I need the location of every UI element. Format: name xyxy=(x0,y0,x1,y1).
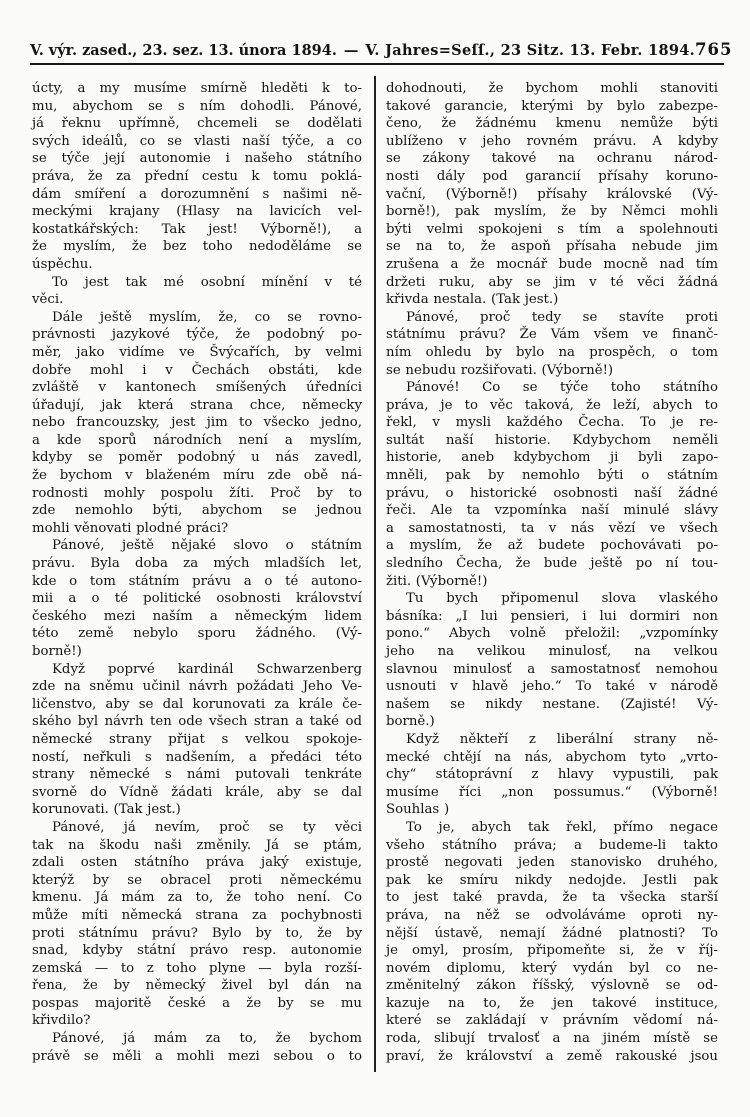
text-line: a kde sporů národních není a myslím, xyxy=(32,432,362,448)
text-line: býti velmi spokojeni s tím a spolehnouti xyxy=(386,221,718,237)
text-line: čeno, že žádnému kmenu nemůže býti xyxy=(386,116,718,132)
text-line: žiti. (Výborně!) xyxy=(386,573,488,589)
text-line: pak ke smíru nikdy nedojde. Jestli pak xyxy=(386,872,718,888)
text-line: korunovati. (Tak jest.) xyxy=(32,802,181,818)
text-line: Souhlas ) xyxy=(386,802,450,818)
text-line: dobře mohl i v Čechách obstáti, kde xyxy=(32,362,362,378)
column-divider-rule xyxy=(374,76,376,1072)
text-line: českého mezi naším a německým lidem xyxy=(32,608,362,624)
text-line: Když někteří z liberální strany ně- xyxy=(406,731,718,747)
text-line: chy“ státoprávní z hlavy vypustili, pak xyxy=(386,767,718,783)
text-line: roda, slibují trvalosť a na jiném místě se xyxy=(386,1031,718,1047)
text-line: úspěchu. xyxy=(32,256,93,272)
text-line: řekl, v mysli každého Čecha. To je re- xyxy=(386,415,718,431)
text-line: pono.“ Abych volně přeložil: „vzpomínky xyxy=(386,626,718,642)
text-line: Pánové, já nevím, proč se ty věci xyxy=(52,819,362,835)
text-line: se nebudu rozšiřovati. (Výborně!) xyxy=(386,362,614,378)
text-line: svorně do Vídně žádati krále, aby se dal xyxy=(32,784,362,800)
text-line: takové garancie, kterými by bylo zabezpe- xyxy=(386,98,718,114)
text-line: dohodnouti, že bychom mohli stanoviti xyxy=(386,81,718,96)
text-line: sledního Čecha, že bude ještě po ní tou- xyxy=(386,556,718,572)
text-line: zde na sněmu učinil návrh požádati Jeho Ve- xyxy=(32,679,362,695)
text-line: a myslím, že až budete pochovávati po- xyxy=(386,538,718,554)
text-line: právnosti jazykové týče, že podobný po- xyxy=(32,327,362,343)
text-line: vační, (Výborně!) přísahy královské (Vý- xyxy=(386,186,718,202)
text-line: strany německé s námi putovali tenkráte xyxy=(32,767,362,783)
text-line: nebo francouzsky, jest jim to všecko jedno, xyxy=(32,415,362,431)
text-line: Pánové! Co se týče toho státního xyxy=(406,380,718,396)
text-line: Tu bych připomenul slova vlaského xyxy=(406,591,718,607)
text-line: zemská — to z toho plyne — byla rozší- xyxy=(32,960,362,976)
text-line: snad, kdyby státní právo resp. autonomie xyxy=(32,943,362,959)
text-line: historie, aneb kdybychom ji byli zapo- xyxy=(386,450,718,466)
text-line: slavnou minulosť a samostatnosť nemohou xyxy=(386,661,718,677)
text-line: mii a o té politické osobnosti království xyxy=(32,591,362,607)
text-line: sultát naší historie. Kdybychom neměli xyxy=(386,432,718,448)
text-line: Pánové, já mám za to, že bychom xyxy=(52,1031,362,1047)
text-line: proti státnímu právu? Bylo by to, že by xyxy=(32,925,362,941)
text-line: se na to, že aspoň přísaha nebude jim xyxy=(386,239,718,255)
text-line: Dále ještě myslím, že, co se rovno- xyxy=(52,309,362,325)
page-number: 765 xyxy=(694,40,733,59)
text-line: držeti ruku, aby se jim v té věci žádná xyxy=(386,274,718,290)
text-line: křivdilo? xyxy=(32,1013,91,1029)
text-line: že myslím, že bez toho nedoděláme se xyxy=(32,239,362,255)
text-line: kazuje na to, že jen takové instituce, xyxy=(386,995,718,1011)
text-line: to jest také pravda, že ta všecka starší xyxy=(386,890,718,906)
text-line: svých ideálů, co se vlasti naší týče, a co xyxy=(32,133,362,149)
text-line: básníka: „I lui pensieri, i lui dormiri non xyxy=(386,608,718,624)
text-line: novém diplomu, který vydán byl co ne- xyxy=(386,960,718,976)
text-line: všeho státního práva; a budeme-li takto xyxy=(386,837,718,853)
text-line: kde o tom státním právu a o té autono- xyxy=(32,573,362,589)
text-line: řeči. Ale ta vzpomínka naší minulé slávy xyxy=(386,503,718,519)
text-line: borně!) xyxy=(32,644,82,659)
text-line: borně.) xyxy=(386,714,435,730)
text-line: měr, jako vidíme ve Švýcařích, by velmi xyxy=(32,344,362,360)
text-line: borně!), pak myslím, že by Němci mohli xyxy=(386,204,718,220)
text-line: ličenstvo, aby se dal korunovati za krále če- xyxy=(32,696,362,712)
text-line: já řeknu upřímně, chcemeli se dodělati xyxy=(32,116,362,132)
text-line: a samostatnosti, ta v nás vězí ve všech xyxy=(386,520,718,536)
left-text-column xyxy=(32,80,362,1065)
text-line: usnouti v hlavě jeho.“ To také v národě xyxy=(386,679,718,695)
text-line: zdali osten státního práva jaký existuje, xyxy=(32,855,362,871)
text-line: To je, abych tak řekl, přímo negace xyxy=(406,819,718,835)
text-line: které se zakládají v právním vědomí ná- xyxy=(386,1013,718,1029)
text-line: musíme říci „non possumus.“ (Výborně! xyxy=(386,784,718,800)
text-line: kdyby se poměr podobný u nás zavedl, xyxy=(32,450,362,466)
text-line: této země nebylo sporu žádného. (Vý- xyxy=(32,626,362,642)
text-line: může míti německá strana za pochybnosti xyxy=(32,907,362,923)
text-line: praví, že království a země rakouské jsou xyxy=(386,1048,718,1064)
text-line: kostatkářských: Tak jest! Výborně!), a xyxy=(32,221,362,237)
text-line: mohli věnovati plodné práci? xyxy=(32,520,229,536)
text-line: zrušena a že mocnář bude mocně nad tím xyxy=(386,256,718,272)
text-line: mněli, pak by nemohlo býti o státním xyxy=(386,468,718,484)
text-line: se zákony takové na ochranu národ- xyxy=(386,151,718,167)
text-line: pospas majoritě české a že by se mu xyxy=(32,995,362,1011)
text-line: právu, o historické osobnosti naší žádné xyxy=(386,485,718,501)
text-line: Pánové, proč tedy se stavíte proti xyxy=(406,309,718,325)
header-rule xyxy=(30,63,724,65)
text-line: jeho na velikou minulosť, na velkou xyxy=(386,644,718,659)
text-line: našem se nikdy nestane. (Zajisté! Vý- xyxy=(386,696,718,712)
text-line: právu. Byla doba za mých mladších let, xyxy=(32,556,362,572)
text-line: právě se měli a mohli mezi sebou o to xyxy=(32,1048,362,1064)
text-line: je omyl, prosím, připomeňte si, že v říj- xyxy=(386,943,718,959)
text-line: rodnosti mohly pospolu žíti. Proč by to xyxy=(32,485,362,501)
text-line: To jest tak mé osobní mínění v té xyxy=(52,274,362,290)
text-line: dám smíření a dorozumnění s našimi ně- xyxy=(32,186,362,202)
text-line: nější ústavě, nemají žádné platnosti? To xyxy=(386,925,718,941)
text-line: státnímu právu? Že Vám všem ve finanč- xyxy=(386,327,718,343)
text-line: meckými krajany (Hlasy na lavicích vel- xyxy=(32,204,362,220)
text-line: práva, že za přední cestu k tomu poklá- xyxy=(32,168,362,184)
text-line: změnitelný zákon říšský, výslovně se od- xyxy=(386,978,718,994)
text-line: mecké chtějí na nás, abychom tyto „vrto- xyxy=(386,749,718,765)
text-line: tak na škodu naši změnily. Já se ptám, xyxy=(32,837,362,853)
text-line: zde nemohlo býti, abychom se jednou xyxy=(32,503,362,519)
text-line: ním ohledu by bylo na prospěch, o tom xyxy=(386,344,718,360)
text-line: ublíženo v jeho rovném právu. A kdyby xyxy=(386,133,718,149)
text-line: se týče její autonomie i našeho státního xyxy=(32,151,362,167)
text-line: kterýž by se obracel proti německému xyxy=(32,872,362,888)
right-text-column xyxy=(386,80,718,1065)
text-line: úřadují, jak která strana chce, německy xyxy=(32,397,362,413)
header-german-date: V. Jahres=Seſſ., 23 Sitz. 13. Febr. 1894. xyxy=(365,42,695,59)
text-line: mu, abychom se s ním dohodli. Pánové, xyxy=(32,98,362,114)
text-line: ského byl návrh ten ode všech stran a také od xyxy=(32,714,362,730)
text-line: práva, na něž se odvoláváme oproti ny- xyxy=(386,907,718,923)
text-line: úcty, a my musíme smírně hleděti k to- xyxy=(32,81,362,96)
header-separator: — xyxy=(343,42,359,59)
header-czech-date: V. výr. zased., 23. sez. 13. února 1894. xyxy=(30,42,337,59)
text-line: Když poprvé kardinál Schwarzenberg xyxy=(52,661,362,677)
text-line: křivda nestala. (Tak jest.) xyxy=(386,292,559,308)
text-line: řena, že by německý živel byl dán na xyxy=(32,978,362,994)
page-header xyxy=(30,40,733,59)
text-line: kmenu. Já mám za to, že toho není. Co xyxy=(32,890,362,906)
text-line: věci. xyxy=(32,292,64,308)
text-line: Pánové, ještě nějaké slovo o státním xyxy=(52,538,362,554)
text-line: ností, neřkuli s nadšením, a předáci této xyxy=(32,749,362,765)
text-line: nosti dály pod garancií přísahy koruno- xyxy=(386,168,718,184)
text-line: že bychom v blaženém míru zde obě ná- xyxy=(32,468,362,484)
text-line: práva, je to věc taková, že leží, abych to xyxy=(386,397,718,413)
text-line: zvláště v kantonech smíšených úředníci xyxy=(32,380,362,396)
text-line: prostě negovati jeden stanovisko druhého, xyxy=(386,855,718,871)
text-line: německé strany přijat s velkou spokoje- xyxy=(32,731,362,747)
